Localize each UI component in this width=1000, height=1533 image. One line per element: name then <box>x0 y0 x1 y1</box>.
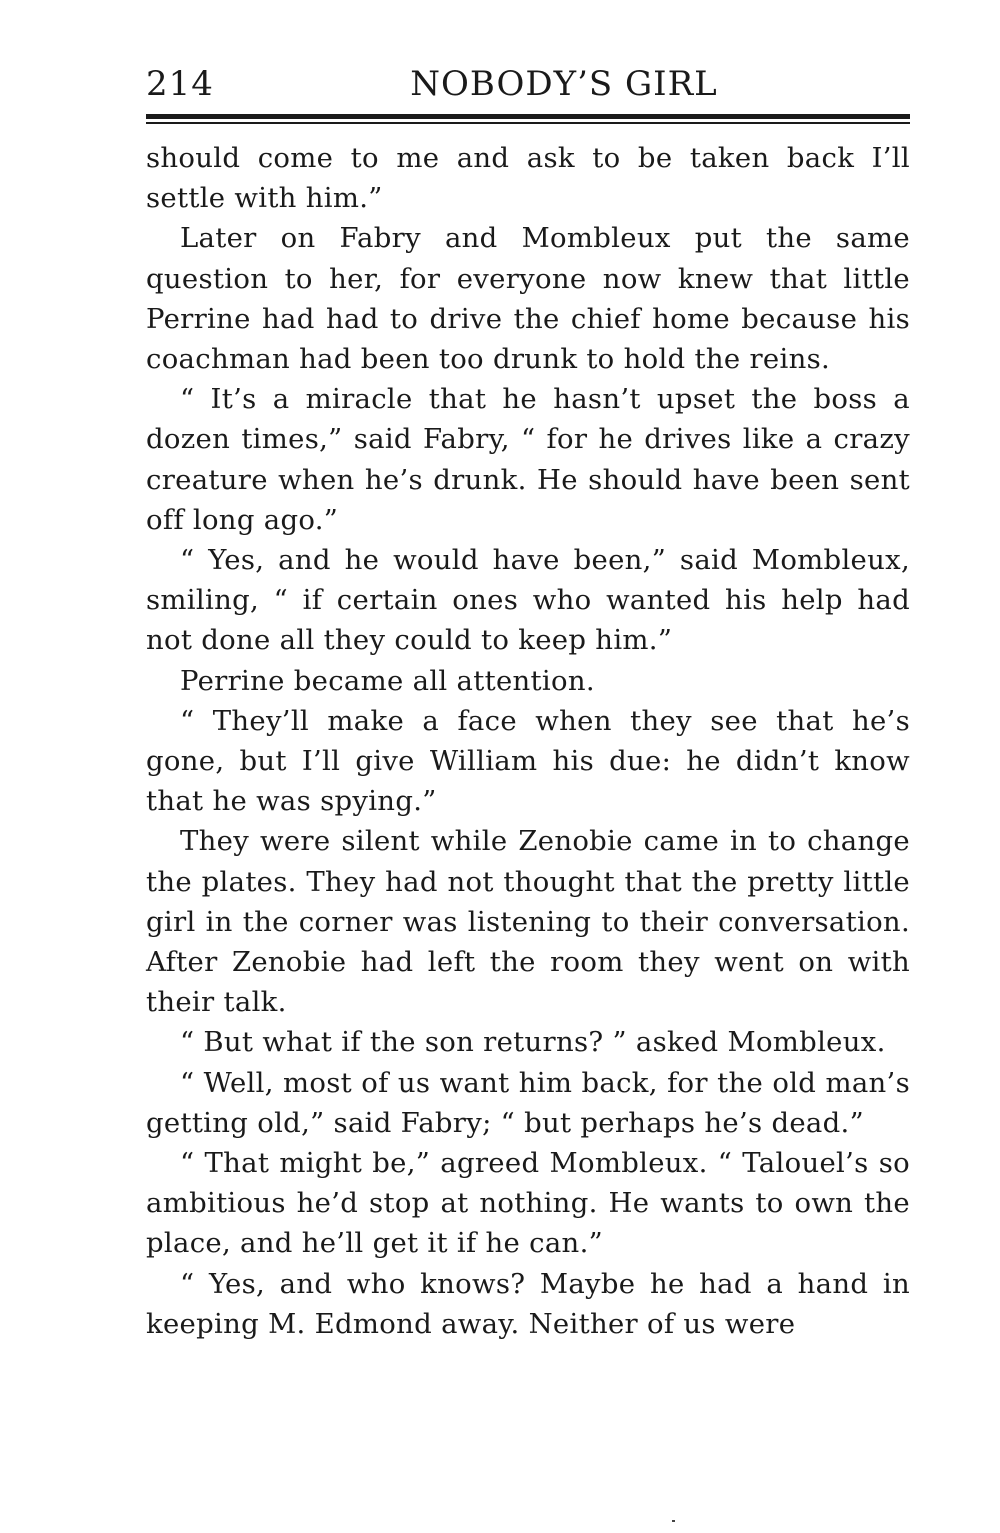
ink-speck <box>672 1520 675 1522</box>
paragraph: “ Well, most of us want him back, for the old man’s getting old,” said Fabry; “ but perhaps he’s dead.” <box>146 1066 910 1139</box>
paragraph: “ Yes, and he would have been,” said Mombleux, smiling, “ if certain ones who wanted his help had not done all they could to keep him.” <box>146 544 910 657</box>
paragraph: “ That might be,” agreed Mombleux. “ Talouel’s so ambitious he’d stop at nothing. He wants to own the place, and he’ll get it if he can.” <box>146 1147 910 1260</box>
paragraph: Later on Fabry and Mombleux put the same question to her, for everyone now knew that little Perrine had had to drive the chief home because his coachman had been too drunk to hold the reins. <box>146 222 910 376</box>
paragraph: Perrine became all attention. <box>180 664 595 697</box>
paragraph: “ They’ll make a face when they see that he’s gone, but I’ll give William his due: he didn’t know that he was spying.” <box>146 704 910 818</box>
running-title: NOBODY’S GIRL <box>410 64 718 104</box>
page-number: 214 <box>146 64 214 104</box>
page-header <box>146 62 910 106</box>
paragraph: They were silent while Zenobie came in to change the plates. They had not thought that the pretty little girl in the corner was listening to their conversation. After Zenobie had left the room they went on with their talk. <box>146 825 910 1019</box>
body-text <box>146 138 910 1344</box>
header-rule-thick <box>146 114 910 119</box>
paragraph: “ Yes, and who knows? Maybe he had a hand in keeping M. Edmond away. Neither of us were <box>146 1267 910 1340</box>
header-rule-thin <box>146 122 910 124</box>
paragraph: “ It’s a miracle that he hasn’t upset the boss a dozen times,” said Fabry, “ for he drives like a crazy creature when he’s drunk. He should have been sent off long ago.” <box>146 383 910 536</box>
book-page <box>146 62 910 1344</box>
paragraph-continuation: should come to me and ask to be taken back I’ll settle with him.” <box>146 142 910 215</box>
paragraph: “ But what if the son returns? ” asked Mombleux. <box>180 1026 886 1059</box>
